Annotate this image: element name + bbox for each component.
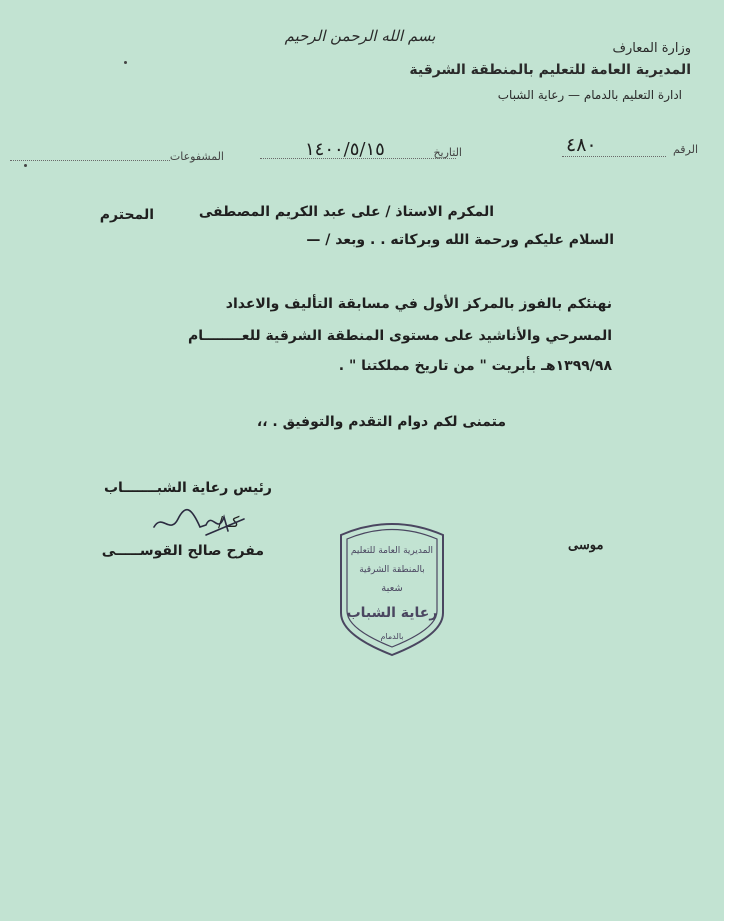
official-stamp (335, 517, 449, 659)
signature-initials: كـ / (218, 513, 240, 531)
ministry-name: وزارة المعارف (612, 41, 691, 56)
number-value: ٤٨٠ (566, 134, 597, 156)
paper-speck (24, 164, 27, 167)
stamp-line-4: رعاية الشباب (346, 605, 438, 621)
date-value: ١٤٠٠/٥/١٥ (305, 139, 385, 160)
body-line-2: المسرحي والأناشيد على مستوى المنطقة الشرقية للعــــــــام (188, 328, 612, 344)
greeting-line: السلام عليكم ورحمة الله وبركاته . . وبعد / — (306, 232, 614, 248)
directorate-name: المديرية العامة للتعليم بالمنطقة الشرقية (409, 62, 691, 78)
addressee-line: المكرم الاستاذ / على عبد الكريم المصطفى (198, 204, 494, 220)
stamp-line-2: بالمنطقة الشرقية (359, 565, 425, 575)
copy-note: موسى (568, 538, 604, 553)
attachments-label: المشفوعات (169, 150, 224, 163)
attachments-line (10, 160, 170, 161)
paper-speck (124, 61, 127, 64)
handwritten-signature (148, 505, 258, 541)
stamp-line-1: المديرية العامة للتعليم (350, 546, 434, 556)
number-line (562, 156, 666, 157)
honorific: المحترم (99, 207, 154, 223)
closing-line: متمنى لكم دوام التقدم والتوفيق . ،، (256, 414, 506, 430)
stamp-line-3: شعبة (381, 583, 403, 594)
signatory-title: رئيس رعاية الشبـــــــاب (103, 480, 272, 496)
department-name: ادارة التعليم بالدمام — رعاية الشباب (497, 88, 682, 102)
signatory-name: مفرح صالح القوســـــى (101, 543, 264, 559)
scan-margin (724, 0, 734, 921)
basmala-heading: بسم الله الرحمن الرحيم (284, 27, 436, 45)
date-label: التاريخ (433, 146, 462, 159)
stamp-line-5: بالدمام (380, 632, 404, 641)
body-line-3: ١٣٩٩/٩٨هـ بأبريت " من تاريخ مملكتنا " . (338, 358, 612, 374)
body-line-1: نهنئكم بالفوز بالمركز الأول في مسابقة التأليف والاعداد (225, 296, 612, 312)
number-label: الرقم (672, 143, 698, 156)
